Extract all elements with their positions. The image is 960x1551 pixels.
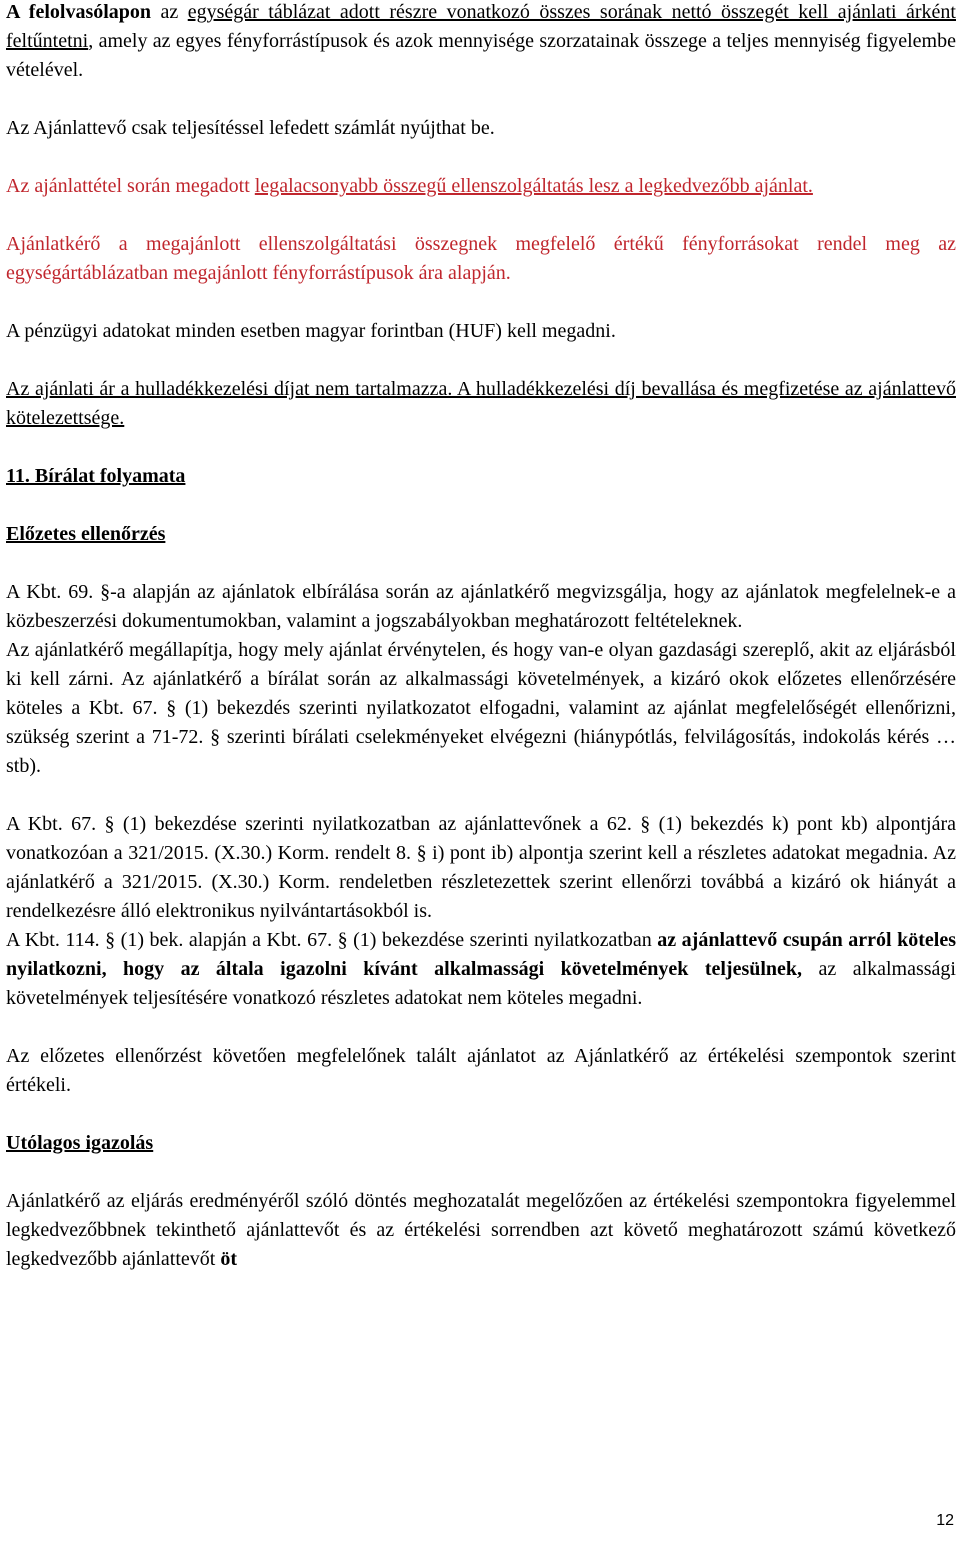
text-run: Az ajánlattétel során megadott [6,175,255,197]
paragraph-kbt-114 [6,926,956,1013]
paragraph-ordering: Ajánlatkérő a megajánlott ellenszolgáltatási összegnek megfelelő értékű fényforrásokat rendel meg az egységártáblázatban megajánlott fényforrástípusok ára alapján. [6,233,956,284]
subheading-preliminary-check: Előzetes ellenőrzés [6,523,166,545]
text-run: , amely az egyes fényforrástípusok és azok mennyisége szorzatainak összege a teljes mennyiség figyelembe vételével. [6,30,956,81]
paragraph-post-verification [6,1187,956,1274]
underlined-text: legalacsonyabb összegű ellenszolgáltatás lesz a legkedvezőbb ajánlat. [254,175,813,197]
bold-text: öt [220,1248,238,1270]
paragraph-felolvasolap [6,0,956,85]
bold-lead: A felolvasólapon [6,1,152,23]
bold-text: az ajánlattevő csupán arról köteles nyilatkozni, hogy az általa igazolni kívánt alkalmassági követelmények teljesülnek, [6,929,956,980]
section-heading-evaluation: 11. Bírálat folyamata [6,465,186,487]
text-run: az [151,1,188,23]
paragraph-kbt-67: A Kbt. 67. § (1) bekezdése szerinti nyilatkozatban az ajánlattevőnek a 62. § (1) bekezdés k) pont kb) alpontjára vonatkozóan a 321/2015. (X.30.) Korm. rendelt 8. § i) pont ib) alpontja szerint kell a részletes adatokat megadnia. Az ajánlatkérő a 321/2015. (X.30.) Korm. rendeletben részletezettek szerint ellenőrzi továbbá a kizáró ok hiányát a rendelkezésre álló elektronikus nyilvántartásokból is. [6,813,956,922]
text-run: A Kbt. 114. § (1) bek. alapján a Kbt. 67. § (1) bekezdése szerinti nyilatkozatban [6,929,658,951]
paragraph-kbt-69: A Kbt. 69. §-a alapján az ajánlatok elbírálása során az ajánlatkérő megvizsgálja, hogy az ajánlatok megfelelnek-e a közbeszerzési dokumentumokban, valamint a jogszabályokban meghatározott feltételeknek. [6,581,956,632]
paragraph-currency: A pénzügyi adatokat minden esetben magyar forintban (HUF) kell megadni. [6,320,616,342]
paragraph-waste-fee: Az ajánlati ár a hulladékkezelési díjat nem tartalmazza. A hulladékkezelési díj bevallása és megfizetése az ajánlattevő kötelezettsége. [6,378,956,429]
text-run: az alkalmassági követelmények teljesítésére vonatkozó részletes adatokat nem köteles megadni. [6,958,956,1009]
page-number: 12 [936,1512,954,1529]
subheading-post-verification: Utólagos igazolás [6,1132,154,1154]
paragraph-lowest-price [6,172,956,201]
paragraph-evaluation: Az előzetes ellenőrzést követően megfelelőnek talált ajánlatot az Ajánlatkérő az értékelési szempontok szerint értékeli. [6,1045,956,1096]
text-run: Ajánlatkérő az eljárás eredményéről szóló döntés meghozatalát megelőzően az értékelési szempontokra figyelemmel legkedvezőbbnek tekinthető ajánlattevőt és az értékelési sorrendben azt követő meghatározott számú következő legkedvezőbb ajánlattevőt [6,1190,956,1270]
paragraph-invalid-offer: Az ajánlatkérő megállapítja, hogy mely ajánlat érvénytelen, és hogy van-e olyan gazdasági szereplő, akit az eljárásból ki kell zárni. Az ajánlatkérő a bírálat során az alkalmassági követelmények, a kizáró okok előzetes ellenőrzésére köteles a Kbt. 67. § (1) bekezdés szerinti nyilatkozatot elfogadni, valamint az ajánlat megfelelőségét ellenőrizni, szükség szerint a 71-72. § szerinti bírálati cselekményeket elvégezni (hiánypótlás, felvilágosítás, indokolás kérés … stb). [6,639,956,777]
paragraph-invoice: Az Ajánlattevő csak teljesítéssel lefedett számlát nyújthat be. [6,117,495,139]
underlined-text: egységár táblázat adott részre vonatkozó összes sorának nettó összegét kell ajánlati árként feltűntetni [6,1,956,52]
document-page [6,0,956,1274]
